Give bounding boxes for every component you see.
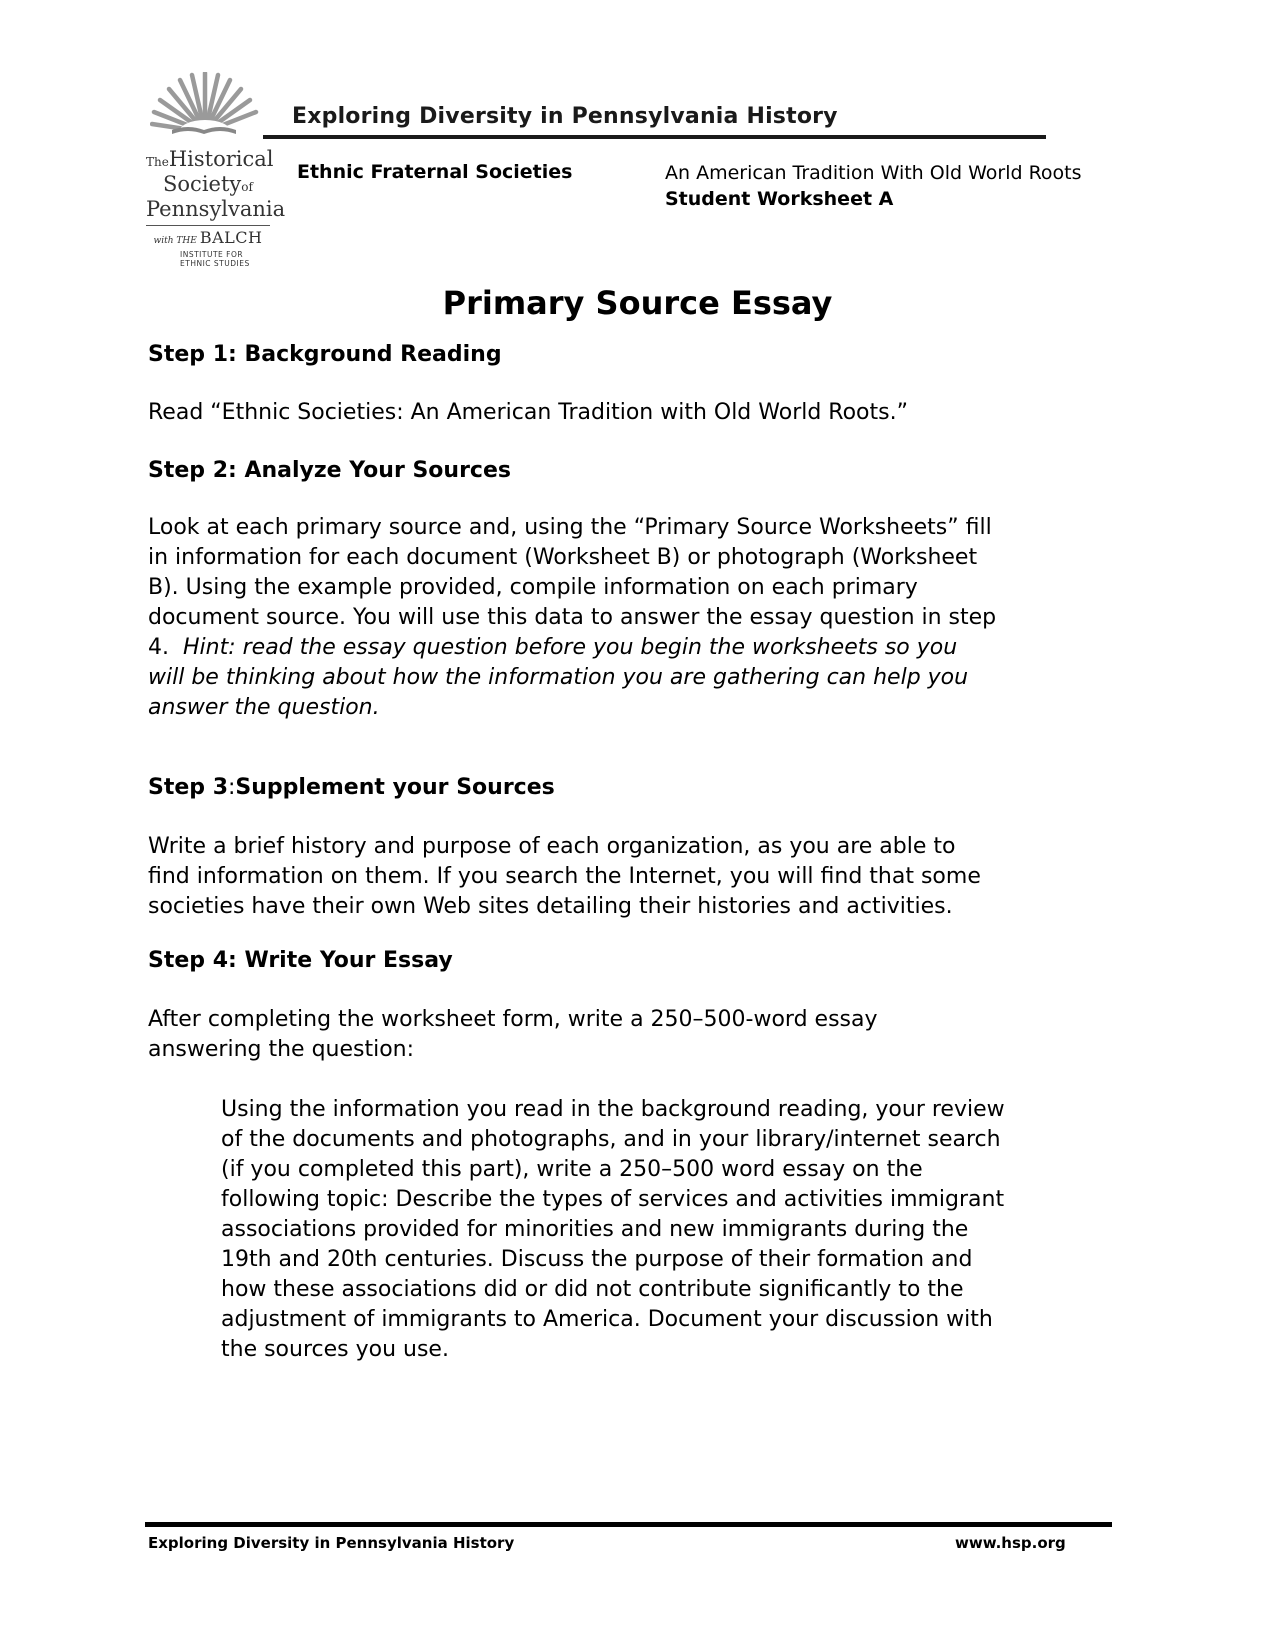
logo-balch: BALCH (199, 228, 263, 247)
step2-hint-line: Hint: read the essay question before you begin the worksheets so you (182, 635, 958, 660)
header-divider (263, 135, 1046, 139)
logo-the: The (146, 155, 169, 169)
topic-subtitle: An American Tradition With Old World Roots (665, 162, 1082, 184)
logo-historical: Historical (168, 147, 274, 171)
step4-line: answering the question: (148, 1037, 415, 1062)
topic-subtitle-block (665, 160, 1082, 212)
essay-question-line: following topic: Describe the types of services and activities immigrant (221, 1187, 1005, 1212)
essay-question-line: the sources you use. (221, 1337, 449, 1362)
step4-line: After completing the worksheet form, write a 250–500-word essay (148, 1007, 878, 1032)
step1-line: Read “Ethnic Societies: An American Tradition with Old World Roots.” (148, 400, 908, 425)
essay-question-line: associations provided for minorities and new immigrants during the (221, 1217, 969, 1242)
essay-question-line: of the documents and photographs, and in your library/internet search (221, 1127, 1001, 1152)
footer-title: Exploring Diversity in Pennsylvania History (148, 1534, 515, 1552)
step3-heading-rest: Supplement your Sources (235, 775, 555, 800)
essay-question-line: Using the information you read in the background reading, your review (221, 1097, 1005, 1122)
step2-hint-line: answer the question. (148, 695, 380, 720)
step2-hint-line: will be thinking about how the information you are gathering can help you (148, 665, 969, 690)
logo-institute-line2: ETHNIC STUDIES (180, 259, 250, 268)
step2-line: B). Using the example provided, compile information on each primary (148, 575, 918, 600)
step4-body (148, 1005, 1128, 1065)
step2-heading: Step 2: Analyze Your Sources (148, 458, 511, 483)
step2-line: Look at each primary source and, using the “Primary Source Worksheets” fill (148, 515, 992, 540)
step3-body (148, 832, 1128, 922)
step4-heading: Step 4: Write Your Essay (148, 948, 453, 973)
historical-society-logo (146, 147, 286, 268)
worksheet-label: Student Worksheet A (665, 188, 894, 210)
step3-heading-colon: : (228, 775, 236, 800)
step3-heading (148, 775, 555, 800)
footer-divider (145, 1522, 1112, 1527)
logo-pennsylvania: Pennsylvania (146, 197, 286, 221)
logo-with: with THE (153, 236, 197, 246)
essay-question-line: how these associations did or did not contribute significantly to the (221, 1277, 964, 1302)
step2-line-start: 4. (148, 635, 183, 660)
logo-society: Society (163, 172, 242, 196)
essay-question (221, 1095, 1121, 1365)
step2-line: in information for each document (Worksheet B) or photograph (Worksheet (148, 545, 978, 570)
step1-heading: Step 1: Background Reading (148, 342, 502, 367)
step3-line: find information on them. If you search the Internet, you will find that some (148, 864, 981, 889)
step3-line: societies have their own Web sites detailing their histories and activities. (148, 894, 953, 919)
step2-line: document source. You will use this data to answer the essay question in step (148, 605, 997, 630)
step1-body (148, 398, 1128, 428)
step3-heading-prefix: Step 3 (148, 775, 228, 800)
header-title: Exploring Diversity in Pennsylvania History (292, 104, 838, 129)
page-title: Primary Source Essay (442, 284, 833, 322)
essay-question-line: 19th and 20th centuries. Discuss the purpose of their formation and (221, 1247, 973, 1272)
footer-url: www.hsp.org (955, 1534, 1066, 1552)
step3-line: Write a brief history and purpose of each organization, as you are able to (148, 834, 956, 859)
logo-of: of (241, 180, 253, 194)
essay-question-line: adjustment of immigrants to America. Document your discussion with (221, 1307, 993, 1332)
logo-institute-line1: INSTITUTE FOR (180, 250, 244, 259)
step2-body (148, 513, 1128, 723)
sunburst-logo-icon (150, 72, 260, 138)
topic-name: Ethnic Fraternal Societies (297, 161, 573, 183)
essay-question-line: (if you completed this part), write a 250–500 word essay on the (221, 1157, 923, 1182)
